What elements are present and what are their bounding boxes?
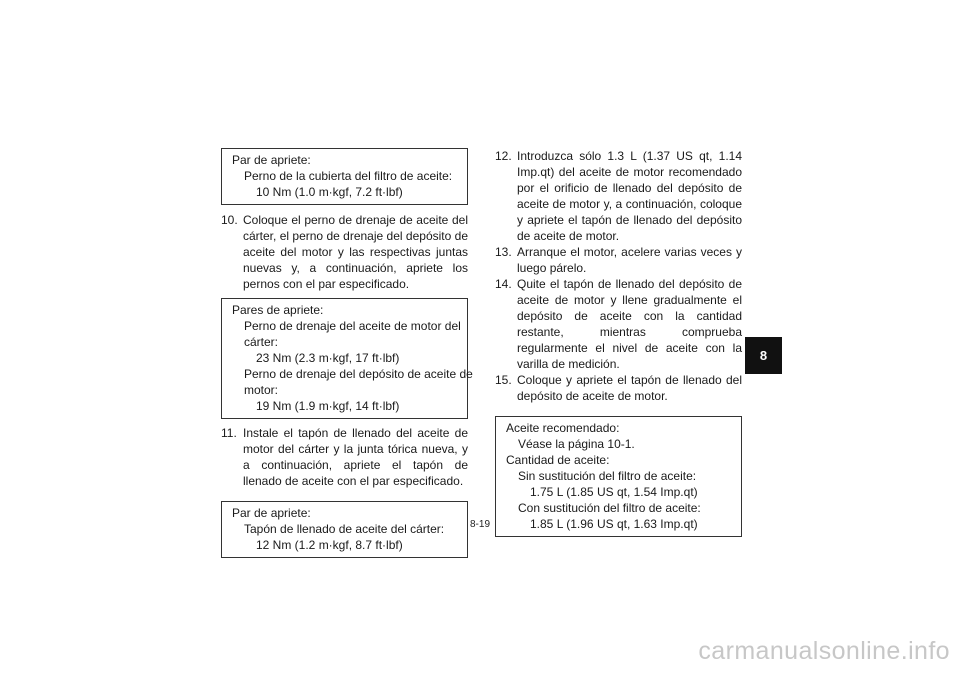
spec-item: Véase la página 10-1.: [518, 437, 635, 451]
instruction-step-12: [495, 148, 742, 244]
spec-item: Sin sustitución del filtro de aceite:: [518, 469, 697, 483]
instruction-step-14: [495, 276, 742, 372]
step-text: Coloque y apriete el tapón de llenado del depósito de aceite de motor.: [517, 373, 742, 403]
spec-item: Con sustitución del filtro de aceite:: [518, 501, 701, 515]
step-text: Instale el tapón de llenado del aceite de motor del cárter y la junta tórica nueva, y a continuación, apriete el tapón de llenado de aceite con el par especificado.: [243, 426, 468, 488]
spec-value: 23 Nm (2.3 m·kgf, 17 ft·lbf): [256, 351, 400, 365]
torque-spec-box-drain-bolts: [221, 298, 473, 419]
chapter-tab: 8: [745, 337, 782, 374]
instruction-step-13: [495, 244, 742, 276]
spec-heading: Cantidad de aceite:: [506, 453, 610, 467]
page-number: 8-19: [469, 519, 490, 530]
instruction-step-10: [221, 212, 468, 292]
spec-heading: Par de apriete:: [232, 153, 311, 167]
spec-item: cárter:: [244, 335, 279, 349]
torque-spec-box-filler-cap: [221, 501, 468, 558]
left-column: [221, 148, 473, 558]
right-column: [495, 148, 742, 537]
step-text: Quite el tapón de llenado del depósito de aceite de motor y llene gradualmente el depósito de aceite con la cantidad restante, mientras comprueba regularmente el nivel de aceite con la varilla de medición.: [517, 277, 742, 371]
step-number: 11.: [221, 426, 237, 440]
spec-item: Tapón de llenado de aceite del cárter:: [244, 522, 445, 536]
spec-value: 19 Nm (1.9 m·kgf, 14 ft·lbf): [256, 399, 400, 413]
step-number: 14.: [495, 277, 512, 291]
step-text: Introduzca sólo 1.3 L (1.37 US qt, 1.14 Imp.qt) del aceite de motor recomendado por el orificio de llenado del depósito de aceite de motor y, a continuación, coloque y apriete el tapón de llenado del depósito de aceite de motor.: [517, 149, 742, 243]
instruction-step-11: [221, 425, 468, 489]
step-text: Arranque el motor, acelere varias veces y luego párelo.: [517, 245, 742, 275]
spec-value: 12 Nm (1.2 m·kgf, 8.7 ft·lbf): [256, 538, 403, 552]
torque-spec-box-filter-cover: [221, 148, 468, 205]
step-text: Coloque el perno de drenaje de aceite del cárter, el perno de drenaje del depósito de aceite del motor y las respectivas juntas nuevas y, a continuación, apriete los pernos con el par especificado.: [243, 213, 468, 291]
spec-value: 10 Nm (1.0 m·kgf, 7.2 ft·lbf): [256, 185, 403, 199]
step-number: 10.: [221, 213, 238, 227]
spec-item: Perno de drenaje del depósito de aceite de: [244, 367, 473, 381]
spec-item: Perno de la cubierta del filtro de aceite:: [244, 169, 453, 183]
spec-heading: Aceite recomendado:: [506, 421, 620, 435]
instruction-step-15: [495, 372, 742, 404]
watermark: carmanualsonline.info: [698, 637, 950, 665]
spec-item: motor:: [244, 383, 279, 397]
step-number: 15.: [495, 373, 512, 387]
spec-heading: Pares de apriete:: [232, 303, 324, 317]
spec-value: 1.85 L (1.96 US qt, 1.63 Imp.qt): [530, 517, 698, 531]
spec-value: 1.75 L (1.85 US qt, 1.54 Imp.qt): [530, 485, 698, 499]
oil-spec-box: [495, 416, 742, 537]
spec-heading: Par de apriete:: [232, 506, 311, 520]
spec-item: Perno de drenaje del aceite de motor del: [244, 319, 461, 333]
step-number: 12.: [495, 149, 512, 163]
step-number: 13.: [495, 245, 512, 259]
